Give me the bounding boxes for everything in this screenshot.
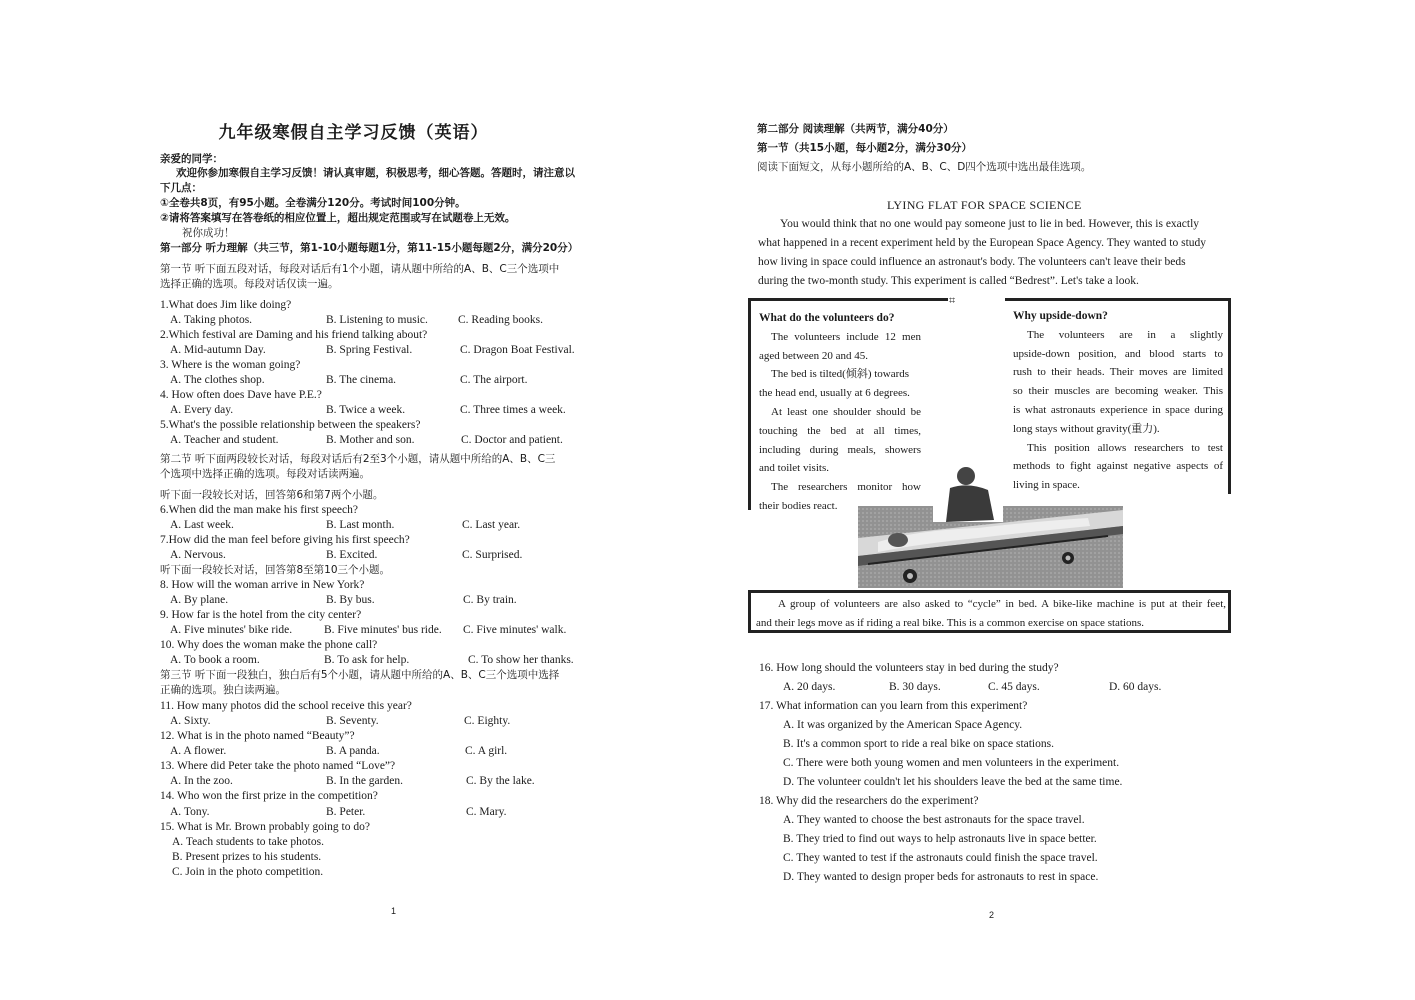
section1-instruction: 第一节 听下面五段对话，每段对话后有1个小题，请从题中所给的A、B、C三个选项中	[160, 263, 560, 275]
section2-instruction-2: 个选项中选择正确的选项。每段对话读两遍。	[160, 468, 370, 480]
part2-header: 第二部分 阅读理解（共两节，满分40分）	[757, 123, 954, 135]
q16-option-c: C. 45 days.	[988, 681, 1040, 693]
q3-option-c: C. The airport.	[460, 374, 528, 386]
question-12: 12. What is in the photo named “Beauty”?	[160, 730, 355, 742]
box-left-line: At least one shoulder should be	[771, 405, 921, 418]
question-15: 15. What is Mr. Brown probably going to do?	[160, 821, 370, 833]
box-left-line: the head end, usually at 6 degrees.	[759, 387, 910, 400]
dialog-8-10-instruction: 听下面一段较长对话，回答第8至第10三个小题。	[160, 564, 391, 576]
box-right-line: long stays without gravity(重力).	[1013, 422, 1160, 435]
q13-option-b: B. In the garden.	[326, 775, 403, 787]
q17-option-c: C. There were both young women and men volunteers in the experiment.	[783, 757, 1120, 769]
q1-option-c: C. Reading books.	[458, 314, 543, 326]
q2-option-a: A. Mid-autumn Day.	[170, 344, 266, 356]
box-top-border-right	[1005, 298, 1231, 301]
q8-option-c: C. By train.	[463, 594, 517, 606]
question-5: 5.What's the possible relationship between the speakers?	[160, 419, 421, 431]
section3-instruction-2: 正确的选项。独白读两遍。	[160, 684, 286, 696]
q3-option-a: A. The clothes shop.	[170, 374, 265, 386]
box-left-line: their bodies react.	[759, 499, 838, 512]
box-left-border	[748, 298, 751, 510]
q18-option-c: C. They wanted to test if the astronauts could finish the space travel.	[783, 852, 1098, 864]
question-10: 10. Why does the woman make the phone call?	[160, 639, 378, 651]
intro-line: during the two-month study. This experiment is called “Bedrest”. Let's take a look.	[758, 275, 1139, 287]
q5-option-c: C. Doctor and patient.	[461, 434, 563, 446]
article-intro	[758, 215, 1218, 291]
q9-option-b: B. Five minutes' bus ride.	[324, 624, 442, 636]
box-right-line: living in space.	[1013, 479, 1080, 492]
q10-option-c: C. To show her thanks.	[468, 654, 574, 666]
q8-option-b: B. By bus.	[326, 594, 375, 606]
box-left-line: including during meals, showers	[759, 443, 921, 456]
article-title: LYING FLAT FOR SPACE SCIENCE	[887, 198, 1082, 212]
q6-option-c: C. Last year.	[462, 519, 521, 531]
box-left-line: The volunteers include 12 men	[771, 330, 921, 343]
page-title: 九年级寒假自主学习反馈（英语）	[218, 123, 489, 143]
intro-line-1: 欢迎你参加寒假自主学习反馈！请认真审题，积极思考，细心答题。答题时，请注意以	[176, 167, 575, 179]
q7-option-c: C. Surprised.	[462, 549, 523, 561]
q6-option-b: B. Last month.	[326, 519, 395, 531]
question-13: 13. Where did Peter take the photo named “Love”?	[160, 760, 396, 772]
q16-option-b: B. 30 days.	[889, 681, 941, 693]
box-right-line: rush to their heads. Their moves are limited	[1013, 366, 1223, 379]
q8-option-a: A. By plane.	[170, 594, 229, 606]
section1-header: 第一节（共15小题，每小题2分，满分30分）	[757, 142, 973, 154]
intro-line-2: 下几点：	[160, 182, 202, 194]
q2-option-c: C. Dragon Boat Festival.	[460, 344, 575, 356]
box-left-line: touching the bed at all times,	[759, 424, 921, 437]
intro-line: You would think that no one would pay someone just to lie in bed. However, this is exactly	[780, 218, 1200, 230]
question-18: 18. Why did the researchers do the experiment?	[759, 795, 979, 807]
page-1	[0, 0, 707, 1000]
bottom-line: and their legs move as if riding a real bike. This is a common exercise on space stations.	[756, 616, 1145, 629]
box-right-line: is what astronauts experience in space during	[1013, 403, 1223, 416]
question-2: 2.Which festival are Daming and his friend talking about?	[160, 329, 428, 341]
rule-2: ②请将答案填写在答卷纸的相应位置上，超出规定范围或写在试题卷上无效。	[160, 212, 516, 224]
wish: 祝你成功！	[182, 227, 235, 239]
q11-option-c: C. Eighty.	[464, 715, 511, 727]
q4-option-a: A. Every day.	[170, 404, 234, 416]
bottom-box-top-border	[748, 590, 1231, 593]
question-16: 16. How long should the volunteers stay in bed during the study?	[759, 662, 1059, 674]
box-right-heading: Why upside-down?	[1013, 310, 1108, 322]
question-14: 14. Who won the first prize in the competition?	[160, 790, 378, 802]
dialog-6-7-instruction: 听下面一段较长对话，回答第6和第7两个小题。	[160, 489, 384, 501]
q17-option-d: D. The volunteer couldn't let his shoulders leave the bed at the same time.	[783, 776, 1123, 788]
q5-option-a: A. Teacher and student.	[170, 434, 279, 446]
q17-option-b: B. It's a common sport to ride a real bike on space stations.	[783, 738, 1054, 750]
intro-line: how living in space could influence an astronaut's body. The volunteers can't leave their beds	[758, 256, 1186, 268]
question-6: 6.When did the man make his first speech?	[160, 504, 358, 516]
q15-option-c: C. Join in the photo competition.	[172, 866, 324, 878]
page-2	[707, 0, 1415, 1000]
box-top-border-left	[748, 298, 948, 301]
intro-line: what happened in a recent experiment held by the European Space Agency. They wanted to study	[758, 237, 1207, 249]
q9-option-c: C. Five minutes' walk.	[463, 624, 567, 636]
box-right-line: The volunteers are in a slightly	[1027, 328, 1223, 341]
q11-option-a: A. Sixty.	[170, 715, 211, 727]
q9-option-a: A. Five minutes' bike ride.	[170, 624, 293, 636]
part1-header: 第一部分 听力理解（共三节，第1-10小题每题1分，第11-15小题每题2分，满分20分）	[160, 242, 579, 254]
q3-option-b: B. The cinema.	[326, 374, 397, 386]
box-right-line: so their muscles are becoming weaker. This	[1013, 385, 1223, 398]
q18-option-a: A. They wanted to choose the best astronauts for the space travel.	[783, 814, 1085, 826]
question-4: 4. How often does Dave have P.E.?	[160, 389, 322, 401]
q15-option-a: A. Teach students to take photos.	[172, 836, 324, 848]
q7-option-a: A. Nervous.	[170, 549, 226, 561]
section1-instruction-2: 选择正确的选项。每段对话仅读一遍。	[160, 278, 339, 290]
q1-option-a: A. Taking photos.	[170, 314, 253, 326]
q15-option-b: B. Present prizes to his students.	[172, 851, 322, 863]
q10-option-b: B. To ask for help.	[324, 654, 410, 666]
bottom-box-right-border	[1228, 590, 1231, 630]
q18-option-b: B. They tried to find out ways to help astronauts live in space better.	[783, 833, 1097, 845]
q6-option-a: A. Last week.	[170, 519, 234, 531]
box-left-line: and toilet visits.	[759, 462, 829, 475]
q11-option-b: B. Seventy.	[326, 715, 379, 727]
q13-option-a: A. In the zoo.	[170, 775, 233, 787]
q14-option-c: C. Mary.	[466, 806, 507, 818]
box-right-line: This position allows researchers to test	[1027, 441, 1223, 454]
section2-instruction: 第二节 听下面两段较长对话，每段对话后有2至3个小题，请从题中所给的A、B、C三	[160, 453, 556, 465]
q2-option-b: B. Spring Festival.	[326, 344, 413, 356]
bottom-box-text	[756, 595, 1226, 633]
box-right-line: methods to fight against negative aspects of	[1013, 460, 1223, 473]
scan-mark: ⌗	[949, 294, 956, 307]
question-7: 7.How did the man feel before giving his first speech?	[160, 534, 410, 546]
q10-option-a: A. To book a room.	[170, 654, 260, 666]
q12-option-b: B. A panda.	[326, 745, 380, 757]
q12-option-a: A. A flower.	[170, 745, 227, 757]
q12-option-c: C. A girl.	[465, 745, 508, 757]
q18-option-d: D. They wanted to design proper beds for astronauts to rest in space.	[783, 871, 1099, 883]
question-9: 9. How far is the hotel from the city center?	[160, 609, 362, 621]
q4-option-c: C. Three times a week.	[460, 404, 566, 416]
q7-option-b: B. Excited.	[326, 549, 378, 561]
box-left-line: The bed is tilted(倾斜) towards	[771, 368, 910, 381]
q16-option-a: A. 20 days.	[783, 681, 836, 693]
bottom-line: A group of volunteers are also asked to “cycle” in bed. A bike-like machine is put at their feet,	[778, 598, 1226, 610]
q13-option-c: C. By the lake.	[466, 775, 535, 787]
box-right-line: upside-down position, and blood starts to	[1013, 347, 1223, 360]
box-left-heading: What do the volunteers do?	[759, 312, 895, 324]
q4-option-b: B. Twice a week.	[326, 404, 406, 416]
q14-option-a: A. Tony.	[170, 806, 210, 818]
question-17: 17. What information can you learn from this experiment?	[759, 700, 1028, 712]
question-1: 1.What does Jim like doing?	[160, 299, 292, 311]
box-left-line: aged between 20 and 45.	[759, 349, 869, 362]
page-number: 1	[391, 906, 397, 916]
box-left-line: The researchers monitor how	[771, 481, 921, 494]
box-right-border	[1228, 298, 1231, 494]
greeting: 亲爱的同学：	[160, 153, 223, 165]
q1-option-b: B. Listening to music.	[326, 314, 428, 326]
bed-experiment-photo	[858, 460, 1123, 588]
rule-1: ①全卷共8页，有95小题。全卷满分120分。考试时间100分钟。	[160, 197, 466, 209]
q14-option-b: B. Peter.	[326, 806, 366, 818]
question-11: 11. How many photos did the school receive this year?	[160, 700, 412, 712]
reading-instruction: 阅读下面短文，从每小题所给的A、B、C、D四个选项中选出最佳选项。	[757, 161, 1092, 173]
page-number: 2	[989, 910, 995, 920]
q16-option-d: D. 60 days.	[1109, 681, 1162, 693]
q5-option-b: B. Mother and son.	[326, 434, 415, 446]
section3-instruction: 第三节 听下面一段独白，独白后有5个小题，请从题中所给的A、B、C三个选项中选择	[160, 669, 560, 681]
question-8: 8. How will the woman arrive in New York?	[160, 579, 365, 591]
bottom-box-left-border	[748, 590, 751, 630]
question-3: 3. Where is the woman going?	[160, 359, 301, 371]
q17-option-a: A. It was organized by the American Space Agency.	[783, 719, 1023, 731]
